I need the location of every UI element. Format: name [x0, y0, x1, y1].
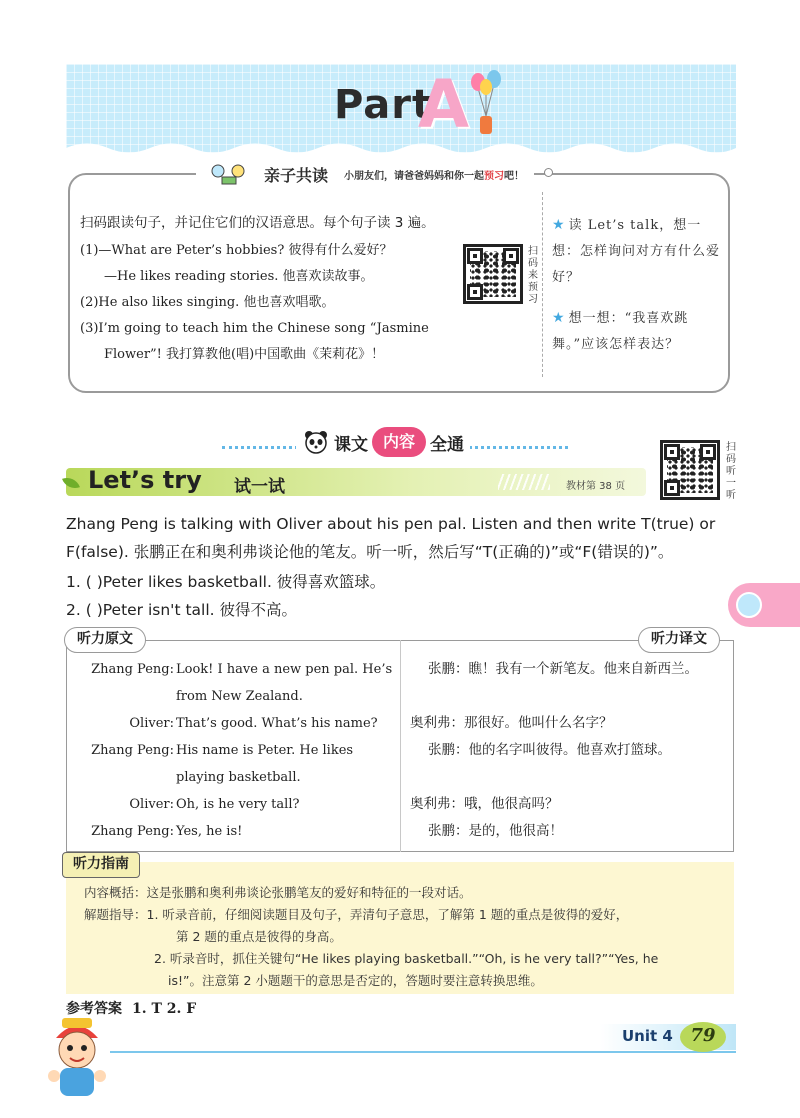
preview-divider [542, 192, 543, 377]
utterance: Oh, is he very tall? [176, 797, 300, 812]
preview-qr-code[interactable] [463, 244, 523, 304]
lets-try-subtitle: 试一试 [234, 477, 285, 497]
transcript-row [70, 764, 395, 791]
footer-line [110, 1051, 736, 1053]
preview-tips [552, 212, 724, 372]
listen-qr-caption: 扫码听一听 [726, 442, 736, 501]
translation-row [410, 683, 730, 710]
preview-note-suffix: 吧！ [504, 170, 525, 182]
listening-guide-text [84, 882, 734, 992]
tip-2-text: 想一想：“我喜欢跳舞。”应该怎样表达？ [552, 311, 689, 352]
lets-try-instruction: Zhang Peng is talking with Oliver about his pen pal. Listen and then write T(true) or F(false). 张鹏正在和奥利弗谈论他的笔友。听一听，然后写“T(正确的)”或“F(错误的)”。 [66, 515, 716, 561]
part-letter: A [418, 66, 470, 143]
speaker [70, 683, 174, 710]
preview-line-2: —He likes reading stories. 他喜欢读故事。 [104, 269, 374, 284]
preview-header [196, 162, 534, 186]
transcript-original-label: 听力原文 [64, 627, 146, 653]
banner-wave [66, 139, 736, 156]
part-banner [66, 64, 736, 156]
translation-row: 奥利弗：那很好。他叫什么名字？ [410, 715, 613, 731]
section-title [296, 425, 470, 459]
preview-title: 亲子共读 [264, 165, 329, 185]
preview-instruction: 扫码跟读句子，并记住它们的汉语意思。每个句子读 3 遍。 [80, 215, 435, 231]
qr-finder [700, 444, 716, 460]
question-2: 2. ( )Peter isn't tall. 彼得不高。 [66, 601, 297, 619]
section-title-part1: 课文 [334, 434, 368, 455]
page-number: 79 [690, 1025, 716, 1046]
translation-row: 张鹏：他的名字叫彼得。他喜欢打篮球。 [428, 742, 671, 758]
guide-tip-1a: 解题指导：1. 听录音前，仔细阅读题目及句子，弄清句子意思，了解第 1 题的重点是彼得的爱好， [84, 907, 629, 922]
part-title: Part [334, 82, 433, 128]
utterance: That’s good. What’s his name? [176, 716, 378, 731]
translation-row: 奥利弗：哦，他很高吗？ [410, 796, 559, 812]
star-icon: ★ [552, 310, 566, 326]
transcript-divider [400, 640, 401, 852]
speaker: Oliver: [129, 797, 174, 812]
mascot-face-icon [736, 592, 762, 618]
section-title-part2: 内容 [372, 427, 426, 457]
guide-summary: 内容概括：这是张鹏和奥利弗谈论张鹏笔友的爱好和特征的一段对话。 [84, 885, 472, 900]
guide-tip-1b: 第 2 题的重点是彼得的身高。 [176, 929, 342, 944]
question-1: 1. ( )Peter likes basketball. 彼得喜欢篮球。 [66, 573, 386, 591]
kids-reading-icon [206, 163, 256, 185]
listen-qr-code[interactable] [660, 440, 720, 500]
preview-line-1: (1)—What are Peter’s hobbies? 彼得有什么爱好？ [80, 243, 393, 258]
preview-note-highlight: 预习 [484, 170, 505, 182]
transcript-row [70, 818, 395, 845]
panda-icon [302, 428, 330, 456]
guide-tip-2a: 2. 听录音时，抓住关键句“He likes playing basketball.”“Oh, is he very tall?”“Yes, he [154, 951, 659, 966]
transcript-chinese [410, 656, 730, 845]
utterance: from New Zealand. [176, 689, 303, 704]
speaker: Zhang Peng: [91, 662, 174, 677]
star-icon: ★ [552, 217, 566, 233]
balloons-icon [466, 70, 506, 136]
utterance: Yes, he is! [176, 824, 243, 839]
translation-row: 张鹏：瞧！我有一个新笔友。他来自新西兰。 [428, 661, 698, 677]
preview-body [80, 210, 520, 368]
utterance: playing basketball. [176, 770, 301, 785]
qr-finder [467, 248, 483, 264]
answer-value: 1. T 2. F [132, 1001, 197, 1017]
leaf-icon [62, 474, 80, 492]
transcript-row [70, 683, 395, 710]
bar-stripes [498, 474, 550, 490]
utterance: Look! I have a new pen pal. He’s [176, 662, 393, 677]
textbook-ref: 教材第 38 页 [566, 481, 626, 492]
tip-2 [552, 305, 724, 358]
speaker: Zhang Peng: [91, 824, 174, 839]
guide-tip-2b: is!”。注意第 2 小题题干的意思是否定的，答题时要注意转换思维。 [168, 973, 543, 988]
tip-1 [552, 212, 724, 291]
transcript-row [70, 656, 395, 683]
speaker: Zhang Peng: [91, 743, 174, 758]
listening-guide-label: 听力指南 [62, 852, 140, 878]
transcript-row [70, 737, 395, 764]
qr-finder [664, 480, 680, 496]
qr-finder [467, 284, 483, 300]
utterance: His name is Peter. He likes [176, 743, 354, 758]
preview-dot [544, 168, 553, 177]
qr-finder [664, 444, 680, 460]
translation-row: 张鹏：是的，他很高！ [428, 823, 563, 839]
preview-note [344, 167, 524, 182]
translation-row [410, 764, 730, 791]
transcript-row [70, 791, 395, 818]
preview-line-3: (2)He also likes singing. 他也喜欢唱歌。 [80, 295, 335, 310]
preview-line-4: (3)I’m going to teach him the Chinese song “Jasmine [80, 321, 429, 336]
lets-try-title: Let’s try [88, 466, 202, 494]
unit-label: Unit 4 [622, 1027, 673, 1045]
tip-1-text: 读 Let’s talk，想一想：怎样询问对方有什么爱好？ [552, 218, 721, 285]
qr-finder [503, 248, 519, 264]
answer-label: 参考答案 [66, 1001, 122, 1017]
preview-note-prefix: 小朋友们，请爸爸妈妈和你一起 [344, 170, 485, 182]
transcript-row [70, 710, 395, 737]
speaker: Oliver: [129, 716, 174, 731]
transcript-translation-label: 听力译文 [638, 627, 720, 653]
preview-line-5: Flower”! 我打算教他(唱)中国歌曲《茉莉花》！ [104, 347, 385, 362]
section-title-part3: 全通 [430, 434, 464, 455]
transcript-english [70, 656, 395, 845]
speaker [70, 764, 174, 791]
mascot-kid-icon [42, 1010, 112, 1102]
preview-qr-caption: 扫码来预习 [528, 246, 538, 305]
